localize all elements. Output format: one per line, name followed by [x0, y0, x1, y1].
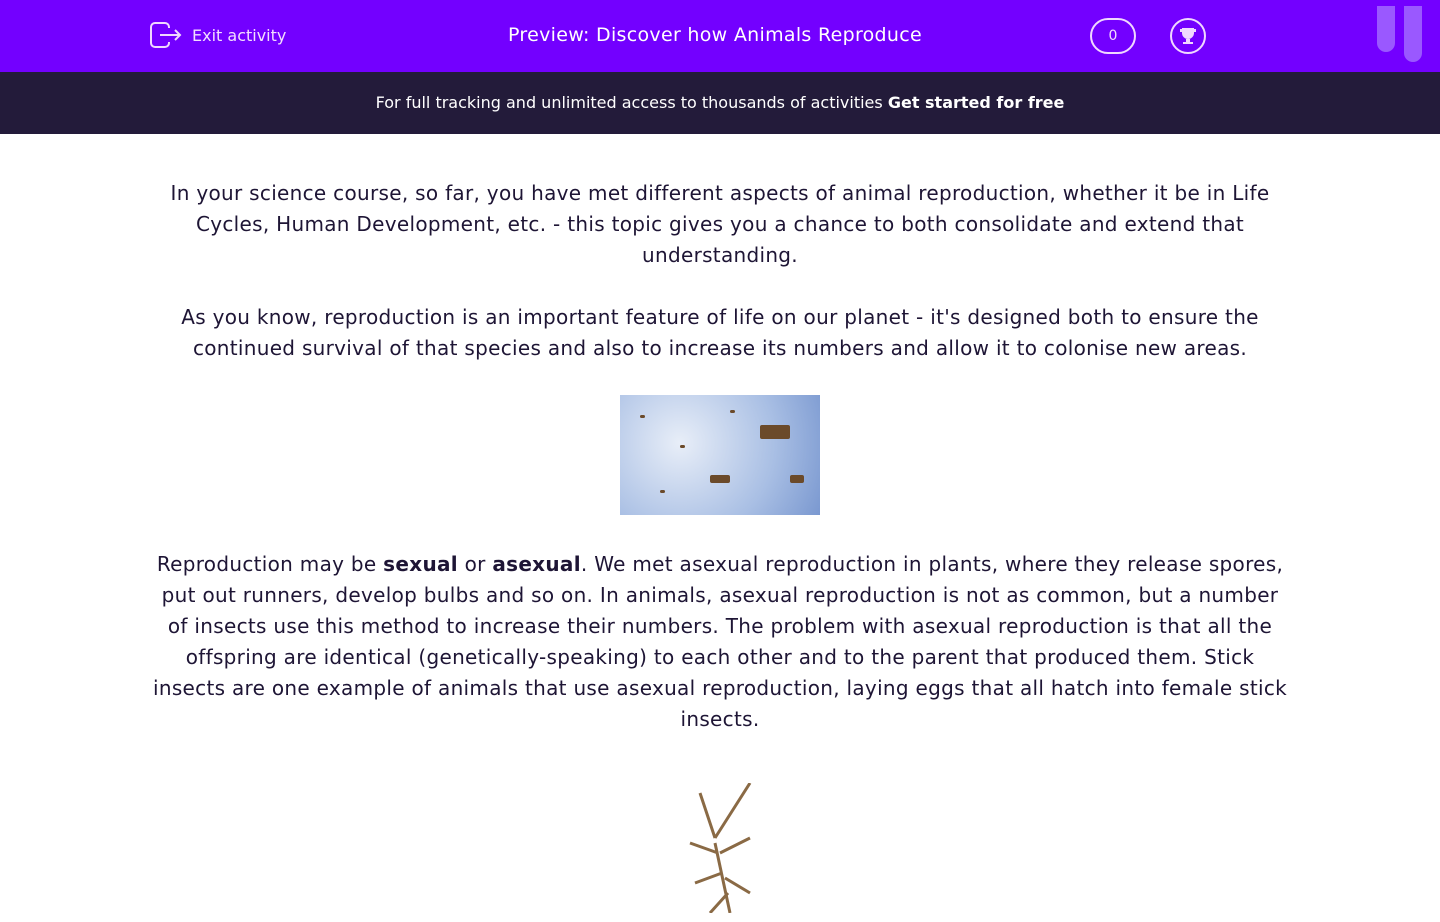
get-started-link[interactable]: Get started for free — [887, 93, 1065, 112]
page-title: Preview: Discover how Animals Reproduce — [507, 24, 922, 46]
asexual-paragraph — [150, 549, 1290, 735]
top-bar — [0, 0, 1440, 72]
trophy-button[interactable] — [1170, 18, 1206, 54]
test-tube-icon — [1377, 6, 1395, 52]
activity-content — [150, 134, 1290, 913]
test-tube-icon — [1404, 6, 1422, 62]
score-badge: 0 — [1090, 18, 1136, 54]
stick-insect-image — [670, 783, 770, 913]
exit-label: Exit activity — [192, 25, 287, 45]
locust-swarm-image — [620, 395, 820, 515]
trophy-icon — [1178, 26, 1198, 46]
intro-paragraph: In your science course, so far, you have met different aspects of animal reproduction, whether it be in Life Cycles, Human Development, etc. - this topic gives you a chance to both consolidate and extend that understanding. — [170, 181, 1270, 267]
term-asexual: asexual — [492, 552, 581, 576]
text: . We met asexual reproduction in plants, where they release spores, put out runners, develop bulbs and so on. In animals, asexual reproduction is not as common, but a number of insects use this method to increase their numbers. The problem with asexual reproduction is that all the offspring are identical (genetically-speaking) to each other and to the parent that produced them. Stick insects are one example of animals that use asexual reproduction, laying eggs that all hatch into female stick insects. — [153, 552, 1287, 731]
term-sexual: sexual — [383, 552, 458, 576]
banner-text: For full tracking and unlimited access to thousands of activities — [375, 93, 888, 112]
text: Reproduction may be — [156, 552, 384, 576]
reproduction-paragraph: As you know, reproduction is an important feature of life on our planet - it's designed both to ensure the continued survival of that species and also to increase its numbers and allow it to colonise new areas. — [181, 305, 1259, 360]
text: or — [457, 552, 493, 576]
upgrade-banner — [0, 72, 1440, 134]
